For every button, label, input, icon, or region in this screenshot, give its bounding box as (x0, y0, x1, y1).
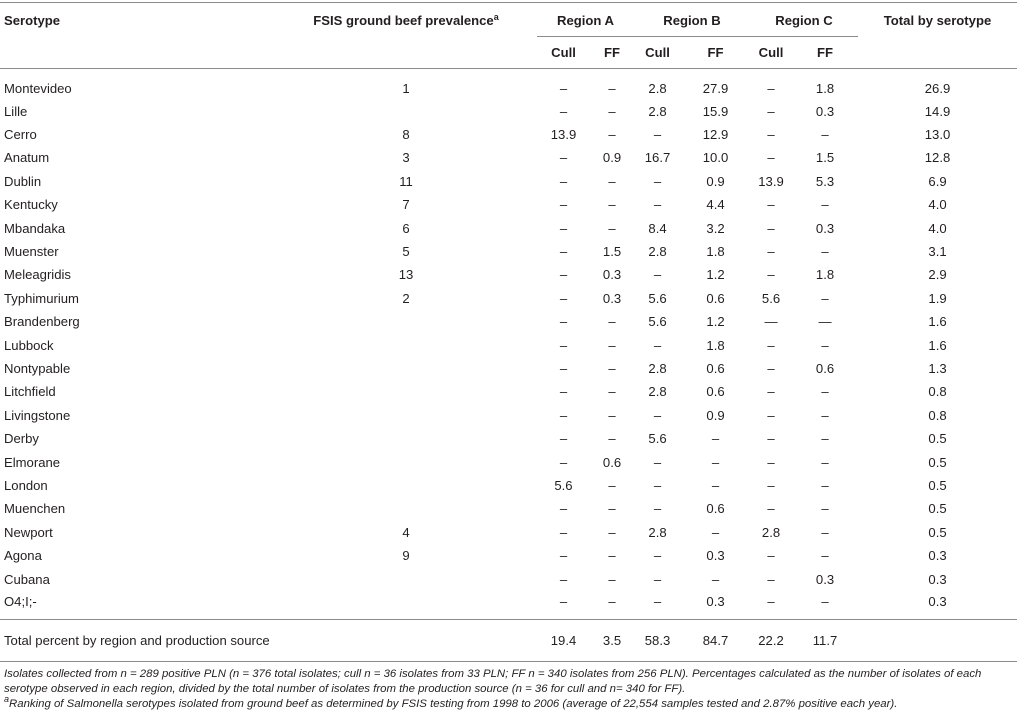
cell-a-ff: – (608, 337, 616, 353)
cell-a-cull: – (559, 524, 568, 540)
cell-fsis: 11 (399, 173, 413, 189)
cell-c-ff: – (821, 431, 829, 447)
cell-b-cull: 2.8 (648, 244, 667, 260)
cell-a-cull: – (559, 267, 568, 283)
table-row (0, 333, 1017, 356)
cell-total: 0.3 (928, 548, 947, 564)
cell-total: 1.3 (928, 360, 947, 376)
cell-a-cull: – (559, 431, 568, 447)
cell-fsis (275, 474, 537, 497)
cell-a-cull: – (559, 594, 568, 610)
cell-b-ff: 15.9 (702, 103, 729, 119)
cell-a-ff: 0.9 (602, 150, 622, 166)
totals-a-ff: 3.5 (590, 620, 634, 662)
cell-b-ff: 10.0 (702, 150, 729, 166)
cell-total: 1.6 (928, 314, 947, 330)
cell-c-ff: 1.5 (815, 150, 835, 166)
cell-b-cull: 5.6 (648, 431, 667, 447)
cell-c-cull: – (767, 454, 775, 470)
cell-total: 4.0 (928, 220, 947, 236)
header-total: Total by serotype (883, 13, 992, 28)
cell-b-cull: – (653, 337, 662, 353)
header-fsis-label: FSIS ground beef prevalence (313, 13, 494, 28)
cell-fsis (275, 100, 537, 123)
cell-total: 12.8 (924, 150, 951, 166)
cell-a-cull: – (559, 360, 568, 376)
table-note-main: Isolates collected from n = 289 positive PLN (n = 376 total isolates; cull n = 36 isolates from 33 PLN; FF n = 340 isolates from 256 PLN). Percentages calculated as the number of isolates of each serotype observed in each region, divided by the total number of isolates from the production source (n = 36 for cull and n= 340 for FF). (4, 668, 982, 695)
table-notes (4, 667, 1009, 712)
header-region-c: Region C (750, 3, 858, 37)
cell-c-ff: – (821, 548, 829, 564)
cell-total: 26.9 (924, 80, 951, 96)
serotype-table (0, 2, 1017, 662)
table-row (0, 263, 1017, 286)
cell-b-cull: 8.4 (648, 220, 667, 236)
cell-c-ff: 0.3 (815, 571, 835, 587)
cell-c-cull: – (767, 337, 775, 353)
cell-a-cull: – (559, 548, 568, 564)
cell-b-ff: 3.2 (706, 220, 725, 236)
cell-c-ff: – (821, 454, 829, 470)
cell-b-ff: 0.6 (706, 501, 725, 517)
cell-serotype: Kentucky (4, 197, 58, 213)
totals-blank-total (858, 620, 1017, 662)
table-row (0, 380, 1017, 403)
cell-c-ff: 0.3 (815, 220, 835, 236)
cell-fsis (275, 380, 537, 403)
cell-a-cull: – (559, 571, 568, 587)
cell-b-ff: 12.9 (702, 127, 729, 143)
cell-b-ff: – (711, 454, 720, 470)
cell-a-ff: – (608, 431, 616, 447)
totals-b-ff: 84.7 (681, 620, 750, 662)
cell-b-cull: – (653, 407, 662, 423)
cell-a-ff: – (608, 407, 616, 423)
header-fsis (275, 3, 537, 37)
cell-a-ff: – (608, 314, 616, 330)
cell-fsis (275, 427, 537, 450)
cell-c-ff: – (821, 407, 829, 423)
cell-fsis: 2 (402, 290, 410, 306)
cell-a-cull: – (559, 197, 568, 213)
cell-fsis (275, 310, 537, 333)
cell-fsis (275, 357, 537, 380)
cell-b-ff: 0.9 (706, 173, 725, 189)
cell-a-ff: 1.5 (602, 244, 622, 260)
cell-fsis: 6 (402, 220, 410, 236)
cell-c-ff: – (821, 594, 829, 610)
cell-serotype: Agona (4, 548, 42, 564)
header-fsis-footnote-mark: a (493, 12, 499, 22)
cell-a-cull: – (559, 150, 568, 166)
cell-c-ff: – (821, 127, 829, 143)
cell-c-ff: 0.3 (815, 103, 835, 119)
cell-b-ff: – (711, 477, 720, 493)
cell-total: 13.0 (924, 127, 951, 143)
table-row (0, 100, 1017, 123)
cell-b-cull: – (653, 477, 662, 493)
cell-b-ff: 1.2 (706, 314, 725, 330)
cell-b-cull: – (653, 501, 662, 517)
cell-serotype: Dublin (4, 173, 42, 189)
cell-c-ff: – (821, 244, 829, 260)
header-a-cull: Cull (551, 45, 576, 60)
cell-fsis: 13 (398, 267, 414, 283)
table-row (0, 216, 1017, 239)
cell-a-ff: – (608, 197, 616, 213)
cell-c-cull: – (767, 80, 775, 96)
cell-c-cull: 2.8 (761, 524, 781, 540)
cell-serotype: London (4, 477, 48, 493)
cell-fsis: 3 (402, 150, 410, 166)
cell-a-ff: 0.6 (602, 454, 622, 470)
cell-a-ff: – (608, 501, 616, 517)
cell-serotype: Litchfield (4, 384, 56, 400)
cell-c-cull: – (767, 384, 775, 400)
cell-a-cull: – (559, 314, 568, 330)
cell-c-ff: 5.3 (815, 173, 835, 189)
cell-c-cull: – (767, 103, 775, 119)
cell-c-cull: – (767, 571, 775, 587)
cell-total: 4.0 (928, 197, 947, 213)
cell-b-ff: – (711, 524, 720, 540)
cell-b-ff: 0.6 (706, 290, 725, 306)
totals-c-cull: 22.2 (750, 620, 792, 662)
table-row (0, 521, 1017, 544)
table-row (0, 69, 1017, 100)
cell-serotype: Cerro (4, 127, 37, 143)
cell-a-ff: – (608, 384, 616, 400)
cell-total: 14.9 (924, 103, 951, 119)
cell-c-ff: – (821, 197, 829, 213)
cell-b-ff: 1.8 (706, 244, 725, 260)
header-b-cull: Cull (645, 45, 670, 60)
cell-serotype: Livingstone (4, 407, 71, 423)
cell-fsis: 7 (402, 197, 410, 213)
cell-b-cull: 5.6 (648, 314, 667, 330)
header-region-b: Region B (634, 3, 750, 37)
cell-total: 0.5 (928, 524, 947, 540)
cell-a-ff: – (608, 477, 616, 493)
cell-fsis (275, 497, 537, 520)
cell-a-cull: – (559, 384, 568, 400)
cell-b-ff: 27.9 (702, 80, 729, 96)
cell-total: 3.1 (928, 244, 947, 260)
cell-total: 0.8 (928, 407, 947, 423)
cell-c-ff: 1.8 (815, 80, 835, 96)
cell-a-cull: 13.9 (550, 127, 577, 143)
cell-a-ff: – (608, 173, 616, 189)
cell-serotype: O4;I;- (4, 594, 37, 610)
table-row (0, 450, 1017, 473)
header-serotype: Serotype (4, 13, 61, 28)
cell-fsis (275, 450, 537, 473)
header-blank-total (858, 37, 1017, 69)
cell-a-cull: – (559, 173, 568, 189)
cell-serotype: Mbandaka (4, 220, 66, 236)
cell-c-cull: – (767, 244, 775, 260)
cell-fsis: 4 (402, 524, 410, 540)
cell-c-cull: 5.6 (761, 290, 781, 306)
totals-blank-fsis (275, 620, 537, 662)
table-footnote-mark: a (4, 694, 10, 704)
cell-b-cull: 2.8 (648, 80, 667, 96)
header-c-cull: Cull (758, 45, 784, 60)
cell-b-cull: – (653, 454, 662, 470)
table-row (0, 123, 1017, 146)
cell-b-cull: – (653, 127, 662, 143)
cell-fsis (275, 567, 537, 590)
cell-b-cull: 2.8 (648, 384, 667, 400)
cell-b-cull: 2.8 (648, 103, 667, 119)
cell-c-ff: – (821, 524, 829, 540)
table-row (0, 567, 1017, 590)
cell-b-cull: 2.8 (648, 360, 667, 376)
cell-c-cull: – (767, 150, 775, 166)
cell-fsis: 5 (402, 244, 410, 260)
cell-a-ff: – (608, 127, 616, 143)
cell-total: 0.8 (928, 384, 947, 400)
cell-b-ff: 1.8 (706, 337, 725, 353)
cell-serotype: Montevideo (4, 80, 72, 96)
cell-serotype: Anatum (4, 150, 50, 166)
cell-b-cull: – (653, 594, 662, 610)
cell-c-cull: – (767, 197, 775, 213)
cell-a-ff: – (608, 103, 616, 119)
cell-c-cull: – (767, 360, 775, 376)
cell-b-ff: – (711, 431, 720, 447)
cell-serotype: Newport (4, 524, 53, 540)
table-row (0, 591, 1017, 620)
cell-serotype: Muenster (4, 244, 59, 260)
cell-a-cull: – (559, 290, 568, 306)
table-row (0, 146, 1017, 169)
cell-a-ff: – (608, 220, 616, 236)
table-row (0, 544, 1017, 567)
cell-c-cull: – (767, 407, 775, 423)
table-row (0, 357, 1017, 380)
cell-total: 0.3 (928, 571, 947, 587)
table-footnote-text: Ranking of Salmonella serotypes isolated from ground beef as determined by FSIS testing from 1998 to 2006 (average of 22,554 samples tested and 2.87% positive each year). (9, 698, 898, 710)
cell-total: 0.3 (928, 594, 947, 610)
table-row (0, 474, 1017, 497)
cell-fsis: 9 (402, 548, 410, 564)
cell-c-cull: – (767, 220, 775, 236)
cell-c-cull: – (767, 431, 775, 447)
cell-b-ff: 0.3 (706, 548, 725, 564)
cell-serotype: Meleagridis (4, 267, 71, 283)
totals-row (0, 620, 1017, 662)
cell-serotype: Muenchen (4, 501, 66, 517)
header-c-ff: FF (817, 45, 834, 60)
cell-a-cull: – (559, 244, 568, 260)
header-a-ff: FF (604, 45, 620, 60)
cell-c-ff: – (821, 501, 829, 517)
cell-c-ff: 0.6 (815, 360, 835, 376)
cell-serotype: Derby (4, 431, 39, 447)
cell-serotype: Elmorane (4, 454, 61, 470)
cell-b-cull: – (653, 571, 662, 587)
cell-a-cull: – (559, 407, 568, 423)
cell-b-ff: – (711, 571, 720, 587)
cell-b-cull: 2.8 (648, 524, 667, 540)
cell-b-ff: 4.4 (706, 197, 725, 213)
cell-c-cull: – (767, 548, 775, 564)
totals-a-cull: 19.4 (537, 620, 590, 662)
cell-a-ff: – (608, 360, 616, 376)
cell-a-ff: – (608, 80, 616, 96)
cell-fsis (275, 404, 537, 427)
table-row (0, 287, 1017, 310)
cell-b-ff: 0.6 (706, 384, 725, 400)
table-row (0, 427, 1017, 450)
header-blank-fsis (275, 37, 537, 69)
cell-a-cull: – (559, 103, 568, 119)
cell-total: 1.6 (928, 337, 947, 353)
cell-c-ff: – (821, 384, 829, 400)
cell-serotype: Brandenberg (4, 314, 80, 330)
cell-a-ff: – (608, 548, 616, 564)
cell-fsis (275, 333, 537, 356)
cell-b-cull: – (653, 267, 662, 283)
cell-a-cull: – (559, 337, 568, 353)
totals-label: Total percent by region and production source (0, 620, 275, 662)
cell-a-ff: 0.3 (602, 267, 622, 283)
cell-total: 0.5 (928, 431, 947, 447)
totals-b-cull: 58.3 (634, 620, 681, 662)
cell-b-cull: 16.7 (644, 150, 671, 166)
table-row (0, 404, 1017, 427)
cell-b-ff: 0.3 (706, 594, 725, 610)
cell-a-cull: 5.6 (554, 477, 573, 493)
header-row-1 (0, 3, 1017, 37)
table-row (0, 193, 1017, 216)
table-row (0, 170, 1017, 193)
header-blank-serotype (0, 37, 275, 69)
table-row (0, 240, 1017, 263)
cell-a-ff: 0.3 (602, 290, 622, 306)
cell-fsis (275, 591, 537, 620)
cell-a-cull: – (559, 220, 568, 236)
cell-b-cull: – (653, 173, 662, 189)
cell-serotype: Nontypable (4, 360, 71, 376)
cell-c-ff: — (818, 314, 832, 330)
cell-a-cull: – (559, 501, 568, 517)
cell-c-ff: – (821, 477, 829, 493)
cell-c-ff: – (821, 337, 829, 353)
cell-a-ff: – (608, 594, 616, 610)
header-row-2 (0, 37, 1017, 69)
cell-total: 0.5 (928, 501, 947, 517)
cell-serotype: Typhimurium (4, 290, 79, 306)
table-row (0, 497, 1017, 520)
cell-total: 6.9 (928, 173, 947, 189)
cell-fsis: 8 (402, 127, 410, 143)
header-b-ff: FF (707, 45, 724, 60)
cell-b-ff: 0.9 (706, 407, 725, 423)
cell-serotype: Lubbock (4, 337, 54, 353)
cell-fsis: 1 (402, 80, 410, 96)
cell-b-cull: – (653, 197, 662, 213)
cell-total: 0.5 (928, 477, 947, 493)
cell-b-ff: 1.2 (706, 267, 725, 283)
cell-c-cull: 13.9 (758, 173, 784, 189)
cell-c-cull: – (767, 267, 775, 283)
cell-b-cull: – (653, 548, 662, 564)
cell-b-cull: 5.6 (648, 290, 667, 306)
header-region-a: Region A (537, 3, 634, 37)
table-row (0, 310, 1017, 333)
cell-a-ff: – (608, 571, 616, 587)
cell-total: 2.9 (928, 267, 947, 283)
cell-c-ff: 1.8 (815, 267, 835, 283)
cell-serotype: Cubana (4, 571, 50, 587)
cell-serotype: Lille (4, 103, 28, 119)
cell-a-cull: – (559, 80, 568, 96)
cell-a-cull: – (559, 454, 568, 470)
cell-c-cull: – (767, 501, 775, 517)
cell-total: 0.5 (928, 454, 947, 470)
cell-c-ff: – (821, 290, 829, 306)
cell-c-cull: – (767, 594, 775, 610)
cell-c-cull: – (767, 127, 775, 143)
table-body (0, 69, 1017, 620)
cell-a-ff: – (608, 524, 616, 540)
cell-b-ff: 0.6 (706, 360, 725, 376)
cell-total: 1.9 (928, 290, 947, 306)
totals-c-ff: 11.7 (792, 620, 858, 662)
table-footnote (4, 694, 1009, 712)
cell-c-cull: – (767, 477, 775, 493)
cell-c-cull: — (764, 314, 778, 330)
